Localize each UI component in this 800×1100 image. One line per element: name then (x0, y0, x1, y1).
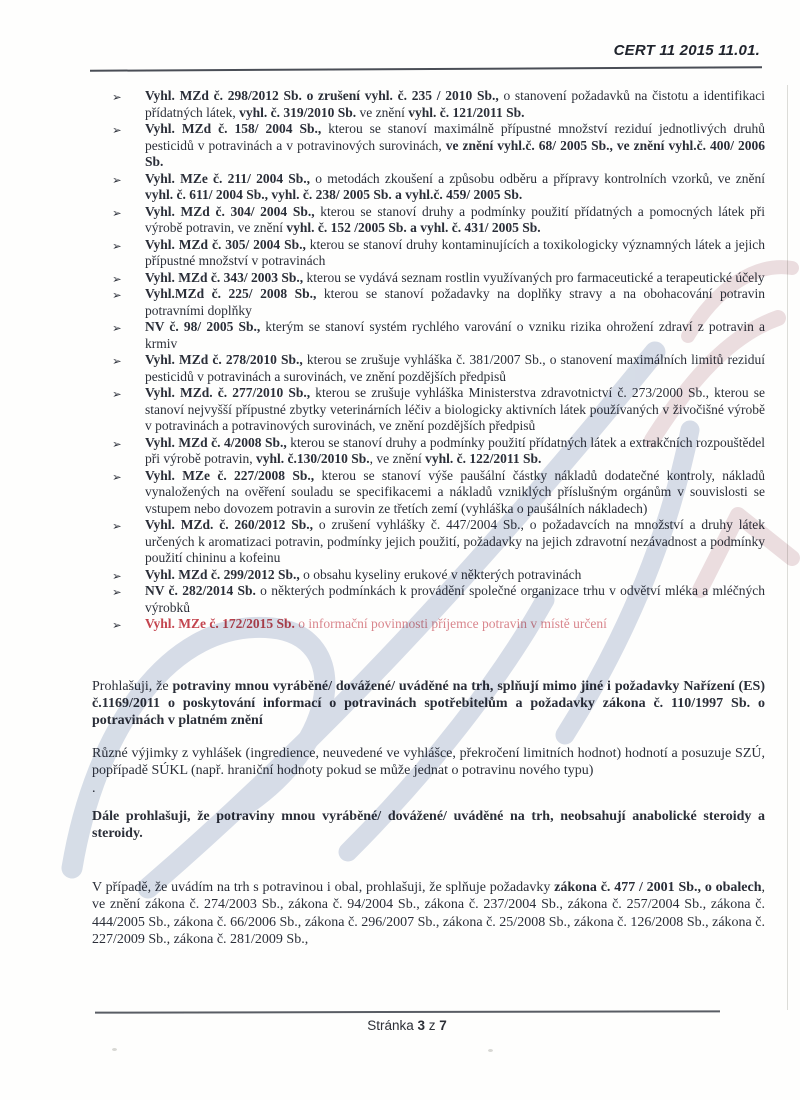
bold-text: Vyhl. MZd č. 299/2012 Sb., (145, 566, 300, 582)
text: o zrušení vyhlášky č. 447/2004 Sb., o požadavcích na množství a druhy látek určených k aromatizaci potravin, podmínky jejich použití, požadavky na jejich zdravotní nezávadnost a podmínky použití chininu a kofeinu (145, 517, 765, 565)
bold-text: NV č. 282/2014 Sb. (145, 583, 256, 598)
paragraph (92, 879, 765, 948)
arrow-bullet-icon: ➢ (112, 238, 122, 253)
arrow-bullet-icon: ➢ (112, 321, 122, 335)
text: kterou se stanoví druhy kontaminujících a toxikologicky významných látek a jejich přípustné množství v potravinách (145, 236, 765, 268)
bold-text: vyhl. č.130/2010 Sb. (255, 451, 370, 466)
list-item (92, 616, 765, 633)
text: kterou se zrušuje vyhláška č. 381/2007 Sb., o stanovení maximálních limitů reziduí pesticidů v potravinách a surovinách, ve znění pozdějších předpisů (145, 352, 765, 384)
text: V případě, že uvádím na trh s potravinou i obal, prohlašuji, že splňuje požadavky (92, 880, 555, 896)
text: z (425, 1018, 440, 1033)
regulation-list (92, 88, 765, 633)
paragraph (92, 808, 765, 842)
arrow-bullet-icon: ➢ (112, 123, 122, 137)
bold-text: Dále prohlašuji, že potraviny mnou vyráběné/ dovážené/ uváděné na trh, neobsahují anabolické steroidy a steroidy. (92, 808, 765, 841)
document-body (92, 88, 765, 948)
list-item (92, 88, 765, 121)
bold-text: vyhl. č. 319/2010 Sb. (239, 104, 357, 120)
text: Různé výjimky z vyhlášek (ingredience, neuvedené ve vyhlášce, překročení limitních hodnot) hodnotí a posuzuje SZÚ, popřípadě SÚKL (např. hraniční hodnoty pokud se může jednat o potravinu nového typu) (92, 746, 765, 779)
bold-text: Vyhl. MZd č. 304/ 2004 Sb., (145, 203, 315, 219)
bold-text: Vyhl. MZd č. 343/ 2003 Sb., (145, 269, 304, 285)
declaration-paragraphs (92, 678, 765, 948)
bold-text: vyhl. č. 122/2011 Sb. (425, 451, 542, 466)
bold-text: vyhl. č. 152 /2005 Sb. a vyhl. č. 431/ 2005 Sb. (286, 220, 541, 235)
bold-text: Vyhl. MZd č. 305/ 2004 Sb., (145, 236, 306, 252)
list-item (92, 435, 765, 468)
header-rule (90, 66, 762, 72)
bold-text: vyhl. č. 611/ 2004 Sb., vyhl. č. 238/ 2005 Sb. a vyhl.č. 459/ 2005 Sb. (145, 187, 523, 202)
arrow-bullet-icon: ➢ (112, 519, 122, 533)
arrow-bullet-icon: ➢ (112, 436, 122, 451)
text: Prohlašuji, že (92, 678, 173, 694)
bold-text: NV č. 98/ 2005 Sb., (145, 319, 261, 334)
list-item (92, 517, 765, 567)
text: o obsahu kyseliny erukové v některých potravinách (299, 566, 582, 582)
bold-text: Vyhl. MZd č. 158/ 2004 Sb., (145, 121, 322, 136)
arrow-bullet-icon: ➢ (112, 469, 122, 484)
arrow-bullet-icon: ➢ (112, 172, 122, 187)
arrow-bullet-icon: ➢ (112, 585, 122, 599)
arrow-bullet-icon: ➢ (112, 568, 122, 583)
bold-text: 7 (439, 1018, 447, 1033)
paragraph (92, 678, 765, 730)
scan-speck-artifact (488, 1049, 493, 1052)
list-item (92, 319, 765, 352)
list-item (92, 237, 765, 270)
list-item (92, 286, 765, 319)
paragraph (92, 745, 765, 779)
list-item (92, 468, 765, 518)
text: kterou se stanoví maximálně přípustné množství reziduí jednotlivých druhů pesticidů v potravinách a v potravinových surovinách, (145, 121, 765, 153)
text: kterou se stanoví požadavky na doplňky stravy a na obohacování potravin potravními doplňky (145, 286, 765, 318)
bold-text: zákona č. 477 / 2001 Sb., o obalech (554, 880, 762, 896)
list-item (92, 121, 765, 171)
scan-speck-artifact (112, 1048, 117, 1051)
bold-text: vyhl. č. 121/2011 Sb. (408, 104, 525, 120)
arrow-bullet-icon: ➢ (112, 288, 122, 302)
bold-text: Vyhl.MZd č. 225/ 2008 Sb., (145, 286, 317, 301)
page-number (92, 1018, 722, 1033)
bold-text: Vyhl. MZe č. 211/ 2004 Sb., (145, 170, 311, 186)
paragraph (92, 780, 765, 797)
text: kterou se stanoví výše paušální částky nákladů dodatečné kontroly, nákladů vynaložených na ověření souladu se specifikacemi a nákladů vzniklých příslušným orgánům v souvislosti se vstupem nebo dovozem potravin a surovin ze třetích zemí (vyhláška o paušálních nákladech) (145, 467, 765, 516)
arrow-bullet-icon: ➢ (112, 90, 122, 104)
bold-text: Vyhl. MZe č. 172/2015 Sb. (145, 616, 295, 631)
text: , ve znění (369, 451, 426, 466)
text: kterou se stanoví druhy a podmínky použití přídatných látek a extrakčních rozpouštědel při výrobě potravin, (145, 434, 765, 466)
header-cert-code: CERT 11 2015 11.01. (613, 42, 760, 59)
arrow-bullet-icon: ➢ (112, 354, 122, 368)
list-item (92, 352, 765, 385)
footer-rule (95, 1010, 720, 1013)
text: kterou se zrušuje vyhláška Ministerstva zdravotnictví č. 273/2000 Sb., kterou se stanoví nejvyšší přípustné zbytky veterinárních léčiv a biologicky aktivních látek používaných v živočišné výrobě v potravinách a potravinových surovinách, ve znění pozdějších předpisů (145, 385, 765, 433)
arrow-bullet-icon: ➢ (112, 618, 122, 632)
text: kterou se stanoví druhy a podmínky použití přídatných a pomocných látek při výrobě potravin, ve znění (145, 203, 765, 235)
bold-text: Vyhl. MZd. č. 260/2012 Sb., (145, 517, 314, 532)
text: o informační povinnosti příjemce potravin v místě určení (294, 616, 607, 631)
bold-text: 3 (417, 1018, 425, 1033)
list-item (92, 270, 765, 287)
list-item (92, 385, 765, 435)
text: Stránka (367, 1018, 418, 1033)
bold-text: Vyhl. MZe č. 227/2008 Sb., (145, 467, 315, 483)
arrow-bullet-icon: ➢ (112, 205, 122, 220)
bold-text: potraviny mnou vyráběné/ dovážené/ uváděné na trh, splňují mimo jiné i požadavky Nařízení (ES) č.1169/2011 o poskytování informací o potravinách spotřebitelům a požadavky zákona č. 110/1997 Sb. o potravinách v platném znění (92, 678, 765, 728)
bold-text: Vyhl. MZd č. 278/2010 Sb., (145, 352, 303, 367)
bold-text: ve znění vyhl.č. 68/ 2005 Sb., ve znění vyhl.č. 400/ 2006 Sb. (145, 137, 765, 169)
text: o stanovení požadavků na čistotu a identifikaci přídatných látek, (145, 88, 766, 120)
text: kterou se vydává seznam rostlin využívaných pro farmaceutické a terapeutické účely (303, 269, 765, 285)
bold-text: Vyhl. MZd č. 4/2008 Sb., (145, 434, 287, 450)
list-item (92, 171, 765, 204)
bold-text: Vyhl. MZd. č. 277/2010 Sb., (145, 385, 311, 400)
bold-text: Vyhl. MZd č. 298/2012 Sb. o zrušení vyhl. č. 235 / 2010 Sb., (145, 88, 499, 103)
text: o metodách zkoušení a způsobu odběru a přípravy kontrolních vzorků, ve znění (310, 170, 765, 186)
arrow-bullet-icon: ➢ (112, 271, 122, 286)
text: ve znění (356, 104, 409, 120)
list-item (92, 204, 765, 237)
text: o některých podmínkách k provádění společné organizace trhu v odvětví mléka a mléčných výrobků (145, 583, 765, 615)
text: , ve znění zákona č. 274/2003 Sb., zákona č. 94/2004 Sb., zákona č. 237/2004 Sb., zákona č. 257/2004 Sb., zákona č. 444/2005 Sb., zákona č. 66/2006 Sb., zákona č. 296/2007 Sb., zákona č. 25/2008 Sb., zákona č. 126/2008 Sb., zákona č. 227/2009 Sb., zákona č. 281/2009 Sb., (92, 880, 765, 947)
list-item (92, 583, 765, 616)
text: kterým se stanoví systém rychlého varování o vzniku rizika ohrožení zdraví z potravin a krmiv (145, 319, 765, 351)
arrow-bullet-icon: ➢ (112, 387, 122, 401)
list-item (92, 567, 765, 584)
text: . (92, 780, 96, 796)
scan-edge-artifact (787, 85, 788, 1010)
